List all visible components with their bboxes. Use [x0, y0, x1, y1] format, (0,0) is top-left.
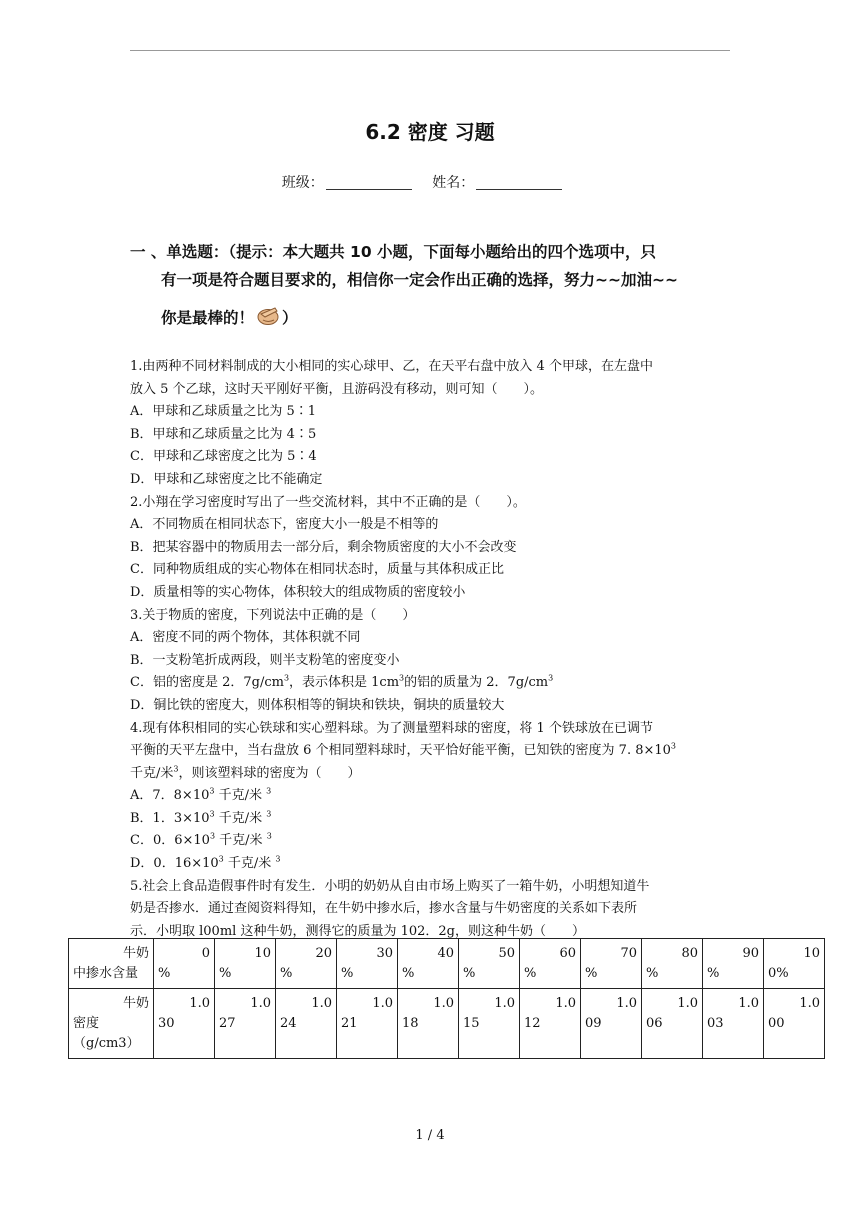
- section-line-3-text: 你是最棒的！: [161, 309, 255, 327]
- q4b-sup-2: 3: [266, 809, 272, 819]
- q4b-part-2: 千克/米: [214, 810, 267, 826]
- q4l3-part-1: 千克/米: [130, 765, 174, 781]
- table-row-water-content: [69, 939, 825, 989]
- q4l2-sup: 3: [670, 741, 677, 751]
- q4a-part-1: A．7．8×10: [130, 788, 210, 804]
- cell-bottom: %: [341, 966, 354, 981]
- q4a-sup-2: 3: [266, 786, 272, 796]
- water-cell: [398, 939, 459, 989]
- cell-bottom: %: [158, 966, 171, 981]
- q1-option-a: A．甲球和乙球质量之比为 5∶1: [130, 404, 317, 420]
- q4l3-part-2: ，则该塑料球的密度为（ ）: [178, 765, 361, 781]
- cell-bottom: 27: [219, 1016, 236, 1031]
- density-cell: [764, 989, 825, 1059]
- cell-bottom: 18: [402, 1016, 419, 1031]
- cell-top: 90: [742, 946, 759, 961]
- q3c-part-3: 的铝的质量为 2．7g/cm: [404, 675, 549, 691]
- cell-bottom: %: [463, 966, 476, 981]
- cell-bottom: 24: [280, 1016, 297, 1031]
- q4d-sup-2: 3: [275, 854, 281, 864]
- name-label: 姓名：: [432, 175, 475, 191]
- cell-bottom: 09: [585, 1016, 602, 1031]
- milk-density-table: [68, 938, 825, 1059]
- cell-top: 20: [315, 946, 332, 961]
- q1-option-d: D．甲球和乙球密度之比不能确定: [130, 471, 323, 487]
- cell-bottom: %: [646, 966, 659, 981]
- cell-top: 1.0: [433, 996, 454, 1011]
- water-cell: [459, 939, 520, 989]
- q4d-part-2: 千克/米: [223, 856, 276, 872]
- water-cell: [154, 939, 215, 989]
- q3c-part-2: ，表示体积是 1cm: [289, 675, 400, 691]
- cell-bottom: %: [402, 966, 415, 981]
- q3c-sup-1: 3: [283, 673, 290, 683]
- row-head-water: [69, 939, 154, 989]
- cell-top: 1.0: [311, 996, 332, 1011]
- q3c-sup-3: 3: [548, 673, 554, 683]
- q3-stem: 3.关于物质的密度，下列说法中正确的是（ ）: [130, 607, 416, 623]
- q4-line-3: [130, 763, 732, 786]
- section-line-3-end: ）: [282, 309, 298, 327]
- q2-option-c: C．同种物质组成的实心物体在相同状态时，质量与其体积成正比: [130, 562, 504, 578]
- section-line-2: 有一项是符合题目要求的，相信你一定会作出正确的选择，努力~~加油~~: [161, 271, 678, 289]
- q1-option-c: C．甲球和乙球密度之比为 5∶4: [130, 449, 317, 465]
- q4a-sup-1: 3: [209, 786, 215, 796]
- pointing-hand-icon: [255, 305, 281, 327]
- q2-stem: 2.小翔在学习密度时写出了一些交流材料，其中不正确的是（ ）。: [130, 494, 526, 510]
- q4c-part-2: 千克/米: [215, 833, 267, 849]
- section-heading: [130, 238, 730, 332]
- cell-top: 60: [559, 946, 576, 961]
- row-head-water-top: 牛奶: [122, 946, 149, 961]
- cell-top: 1.0: [738, 996, 759, 1011]
- q5-line-3: 示．小明取 l00ml 这种牛奶，测得它的质量为 102．2g，则这种牛奶（ ）: [130, 923, 585, 939]
- row-head-density: [69, 989, 154, 1059]
- water-cell: [520, 939, 581, 989]
- header-rule: [130, 50, 730, 51]
- water-cell: [642, 939, 703, 989]
- water-cell: [215, 939, 276, 989]
- cell-top: 1.0: [677, 996, 698, 1011]
- water-cell: [581, 939, 642, 989]
- cell-top: 1.0: [189, 996, 210, 1011]
- water-cell: [703, 939, 764, 989]
- table-row-density: [69, 989, 825, 1059]
- q4-option-a: [130, 785, 732, 808]
- water-cell: [276, 939, 337, 989]
- q2-option-a: A．不同物质在相同状态下，密度大小一般是不相等的: [130, 517, 439, 533]
- q4c-part-1: C．0．6×10: [130, 833, 210, 849]
- class-label: 班级：: [281, 175, 324, 191]
- cell-top: 1.0: [250, 996, 271, 1011]
- cell-bottom: %: [585, 966, 598, 981]
- density-cell: [642, 989, 703, 1059]
- cell-top: 1.0: [555, 996, 576, 1011]
- cell-top: 0: [201, 946, 210, 961]
- page-number: 1 / 4: [415, 1128, 445, 1143]
- row-head-density-top: 牛奶: [122, 996, 149, 1011]
- q4-line-1: 4.现有体积相同的实心铁球和实心塑料球。为了测量塑料球的密度，将 1 个铁球放在已调节: [130, 720, 653, 736]
- question-list: [130, 356, 732, 943]
- class-blank: [326, 175, 412, 190]
- q4d-part-1: D．0．16×10: [130, 856, 219, 872]
- section-line-3: [130, 304, 730, 332]
- q4-option-c: [130, 830, 732, 853]
- q4b-sup-1: 3: [209, 809, 215, 819]
- q3-option-a: A．密度不同的两个物体，其体积就不同: [130, 630, 361, 646]
- q5-line-1: 5.社会上食品造假事件时有发生．小明的奶奶从自由市场上购买了一箱牛奶，小明想知道牛: [130, 878, 650, 894]
- cell-top: 10: [803, 946, 820, 961]
- q1-line-2: 放入 5 个乙球，这时天平刚好平衡，且游码没有移动，则可知（ ）。: [130, 381, 544, 397]
- cell-top: 40: [437, 946, 454, 961]
- q3-option-d: D．铜比铁的密度大，则体积相等的铜块和铁块，铜块的质量较大: [130, 697, 505, 713]
- density-cell: [276, 989, 337, 1059]
- cell-bottom: 21: [341, 1016, 358, 1031]
- page-title: 6.2 密度 习题: [365, 120, 495, 144]
- q3c-sup-2: 3: [399, 673, 405, 683]
- cell-bottom: 12: [524, 1016, 541, 1031]
- q3-option-b: B．一支粉笔折成两段，则半支粉笔的密度变小: [130, 652, 400, 668]
- cell-bottom: 0%: [768, 966, 789, 981]
- density-cell: [703, 989, 764, 1059]
- q1-line-1: 1.由两种不同材料制成的大小相同的实心球甲、乙，在天平右盘中放入 4 个甲球，在左盘中: [130, 359, 653, 374]
- cell-bottom: 03: [707, 1016, 724, 1031]
- name-blank: [476, 175, 562, 190]
- cell-bottom: 00: [768, 1016, 785, 1031]
- density-cell: [581, 989, 642, 1059]
- cell-bottom: 15: [463, 1016, 480, 1031]
- cell-top: 1.0: [372, 996, 393, 1011]
- q4d-sup-1: 3: [218, 854, 224, 864]
- cell-bottom: %: [524, 966, 537, 981]
- class-name-line: [0, 172, 860, 192]
- cell-top: 10: [254, 946, 271, 961]
- row-head-water-rest: 中掺水含量: [73, 966, 139, 981]
- q2-option-d: D．质量相等的实心物体，体积较大的组成物质的密度较小: [130, 584, 466, 600]
- cell-bottom: %: [280, 966, 293, 981]
- q3c-part-1: C．铝的密度是 2．7g/cm: [130, 675, 284, 691]
- cell-bottom: %: [219, 966, 232, 981]
- density-cell: [215, 989, 276, 1059]
- density-cell: [459, 989, 520, 1059]
- density-cell: [520, 989, 581, 1059]
- q2-option-b: B．把某容器中的物质用去一部分后，剩余物质密度的大小不会改变: [130, 539, 517, 555]
- cell-top: 30: [376, 946, 393, 961]
- cell-top: 1.0: [799, 996, 820, 1011]
- cell-top: 1.0: [616, 996, 637, 1011]
- cell-bottom: 06: [646, 1016, 663, 1031]
- q4b-part-1: B．1．3×10: [130, 810, 210, 826]
- q4c-sup-1: 3: [209, 832, 216, 842]
- density-cell: [398, 989, 459, 1059]
- q4a-part-2: 千克/米: [214, 788, 267, 804]
- q4c-sup-2: 3: [266, 832, 272, 842]
- density-cell: [337, 989, 398, 1059]
- water-cell: [337, 939, 398, 989]
- q4l3-sup: 3: [173, 764, 179, 774]
- cell-top: 80: [681, 946, 698, 961]
- q1-option-b: B．甲球和乙球质量之比为 4∶5: [130, 426, 317, 442]
- q4l2-part-1: 平衡的天平左盘中，当右盘放 6 个相同塑料球时，天平恰好能平衡，已知铁的密度为 7. 8×10: [130, 743, 671, 759]
- q5-line-2: 奶是否掺水．通过查阅资料得知，在牛奶中掺水后，掺水含量与牛奶密度的关系如下表所: [130, 901, 638, 917]
- q3-option-c: [130, 672, 732, 695]
- q4-option-d: [130, 853, 732, 876]
- cell-top: 70: [620, 946, 637, 961]
- density-cell: [154, 989, 215, 1059]
- section-line-1: 一 、单选题：（提示：本大题共 10 小题，下面每小题给出的四个选项中，只: [130, 243, 657, 261]
- cell-bottom: 30: [158, 1016, 175, 1031]
- q4-option-b: [130, 808, 732, 831]
- cell-top: 1.0: [494, 996, 515, 1011]
- cell-bottom: %: [707, 966, 720, 981]
- water-cell: [764, 939, 825, 989]
- q4-line-2: [130, 740, 732, 763]
- cell-top: 50: [498, 946, 515, 961]
- row-head-density-rest: 密度（g/cm3）: [73, 1016, 140, 1051]
